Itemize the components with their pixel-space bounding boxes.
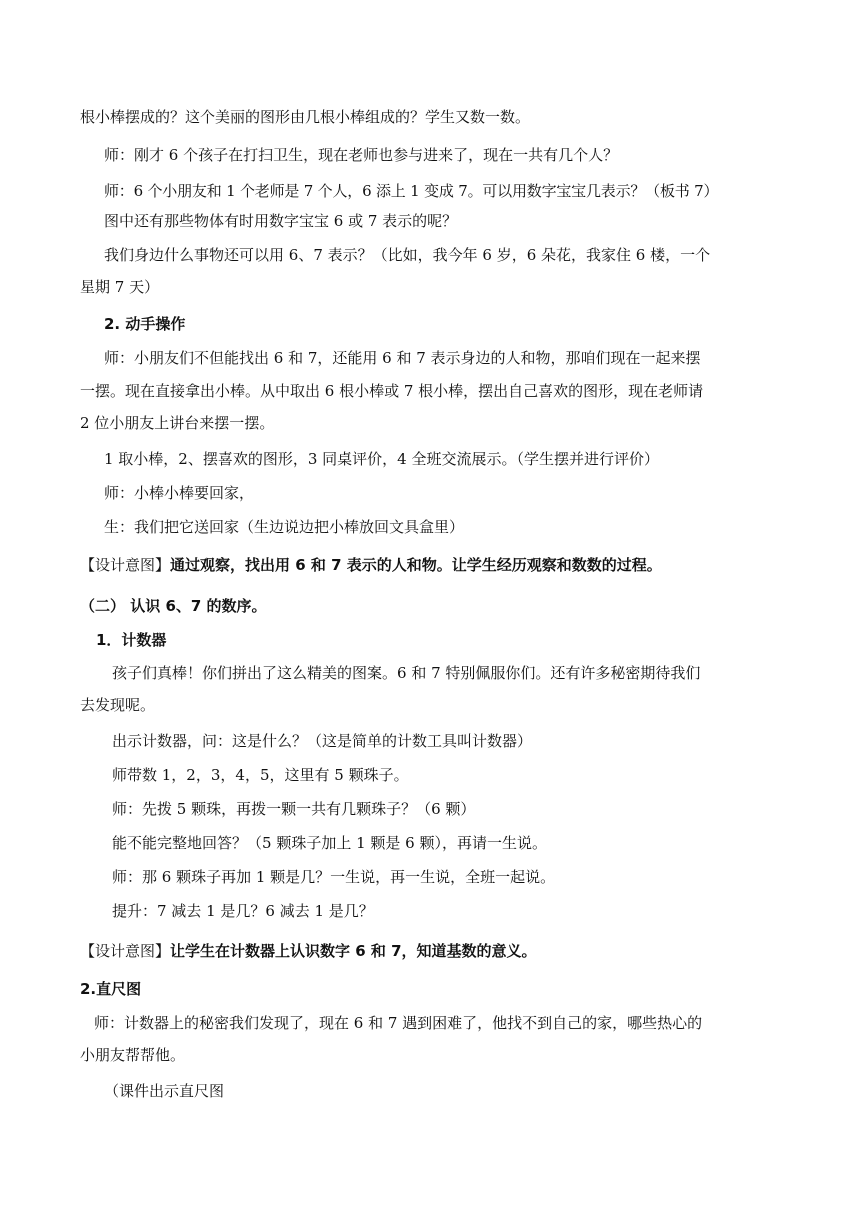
subsection-heading: 2.直尺图: [80, 980, 142, 998]
paragraph-line: 一摆。现在直接拿出小棒。从中取出 6 根小棒或 7 根小棒，摆出自己喜欢的图形，现在老师请: [80, 382, 704, 400]
design-intent-line: [80, 940, 537, 962]
paragraph-line: 师：那 6 颗珠子再加 1 颗是几？一生说，再一生说，全班一起说。: [112, 868, 556, 886]
paragraph-line: 师：计数器上的秘密我们发现了，现在 6 和 7 遇到困难了，他找不到自己的家，哪些热心的: [94, 1014, 703, 1032]
paragraph-line: 我们身边什么事物还可以用 6、7 表示？（比如，我今年 6 岁，6 朵花，我家住 6 楼，一个: [104, 246, 711, 264]
section-heading: 2. 动手操作: [104, 315, 186, 333]
design-intent-text: 通过观察，找出用 6 和 7 表示的人和物。让学生经历观察和数数的过程。: [170, 556, 662, 574]
paragraph-line: 师：刚才 6 个孩子在打扫卫生，现在老师也参与进来了，现在一共有几个人？: [104, 146, 619, 164]
paragraph-line: 师带数 1，2，3，4，5，这里有 5 颗珠子。: [112, 766, 409, 784]
paragraph-line: （课件出示直尺图: [104, 1082, 225, 1100]
design-intent-label: 【设计意图】: [80, 942, 171, 960]
paragraph-line: 师：6 个小朋友和 1 个老师是 7 个人，6 添上 1 变成 7。可以用数字宝宝几表示？（板书 7）: [104, 182, 719, 200]
paragraph-line: 星期 7 天）: [80, 278, 160, 296]
paragraph-line: 图中还有那些物体有时用数字宝宝 6 或 7 表示的呢？: [104, 212, 458, 230]
section-heading: （二） 认识 6、7 的数序。: [80, 597, 267, 615]
paragraph-line: 根小棒摆成的？这个美丽的图形由几根小棒组成的？学生又数一数。: [80, 108, 531, 126]
paragraph-line: 1 取小棒，2、摆喜欢的图形，3 同桌评价，4 全班交流展示。（学生摆并进行评价）: [104, 450, 659, 468]
paragraph-line: 出示计数器，问：这是什么？（这是简单的计数工具叫计数器）: [112, 732, 533, 750]
paragraph-line: 去发现呢。: [80, 696, 156, 714]
design-intent-text: 让学生在计数器上认识数字 6 和 7，知道基数的意义。: [170, 942, 537, 960]
paragraph-line: 师：小朋友们不但能找出 6 和 7，还能用 6 和 7 表示身边的人和物，那咱们现在一起来摆: [104, 349, 701, 367]
paragraph-line: 师：先拨 5 颗珠，再拨一颗一共有几颗珠子？（6 颗）: [112, 800, 476, 818]
paragraph-line: 能不能完整地回答？（5 颗珠子加上 1 颗是 6 颗），再请一生说。: [112, 834, 547, 852]
paragraph-line: 生：我们把它送回家（生边说边把小棒放回文具盒里）: [104, 518, 465, 536]
subsection-heading: 1．计数器: [96, 631, 167, 649]
design-intent-line: [80, 554, 662, 576]
paragraph-line: 师：小棒小棒要回家，: [104, 484, 255, 502]
design-intent-label: 【设计意图】: [80, 556, 171, 574]
paragraph-line: 小朋友帮帮他。: [80, 1046, 186, 1064]
paragraph-line: 提升：7 减去 1 是几？6 减去 1 是几？: [112, 902, 374, 920]
paragraph-line: 2 位小朋友上讲台来摆一摆。: [80, 414, 275, 432]
paragraph-line: 孩子们真棒！你们拼出了这么精美的图案。6 和 7 特别佩服你们。还有许多秘密期待我们: [112, 664, 701, 682]
